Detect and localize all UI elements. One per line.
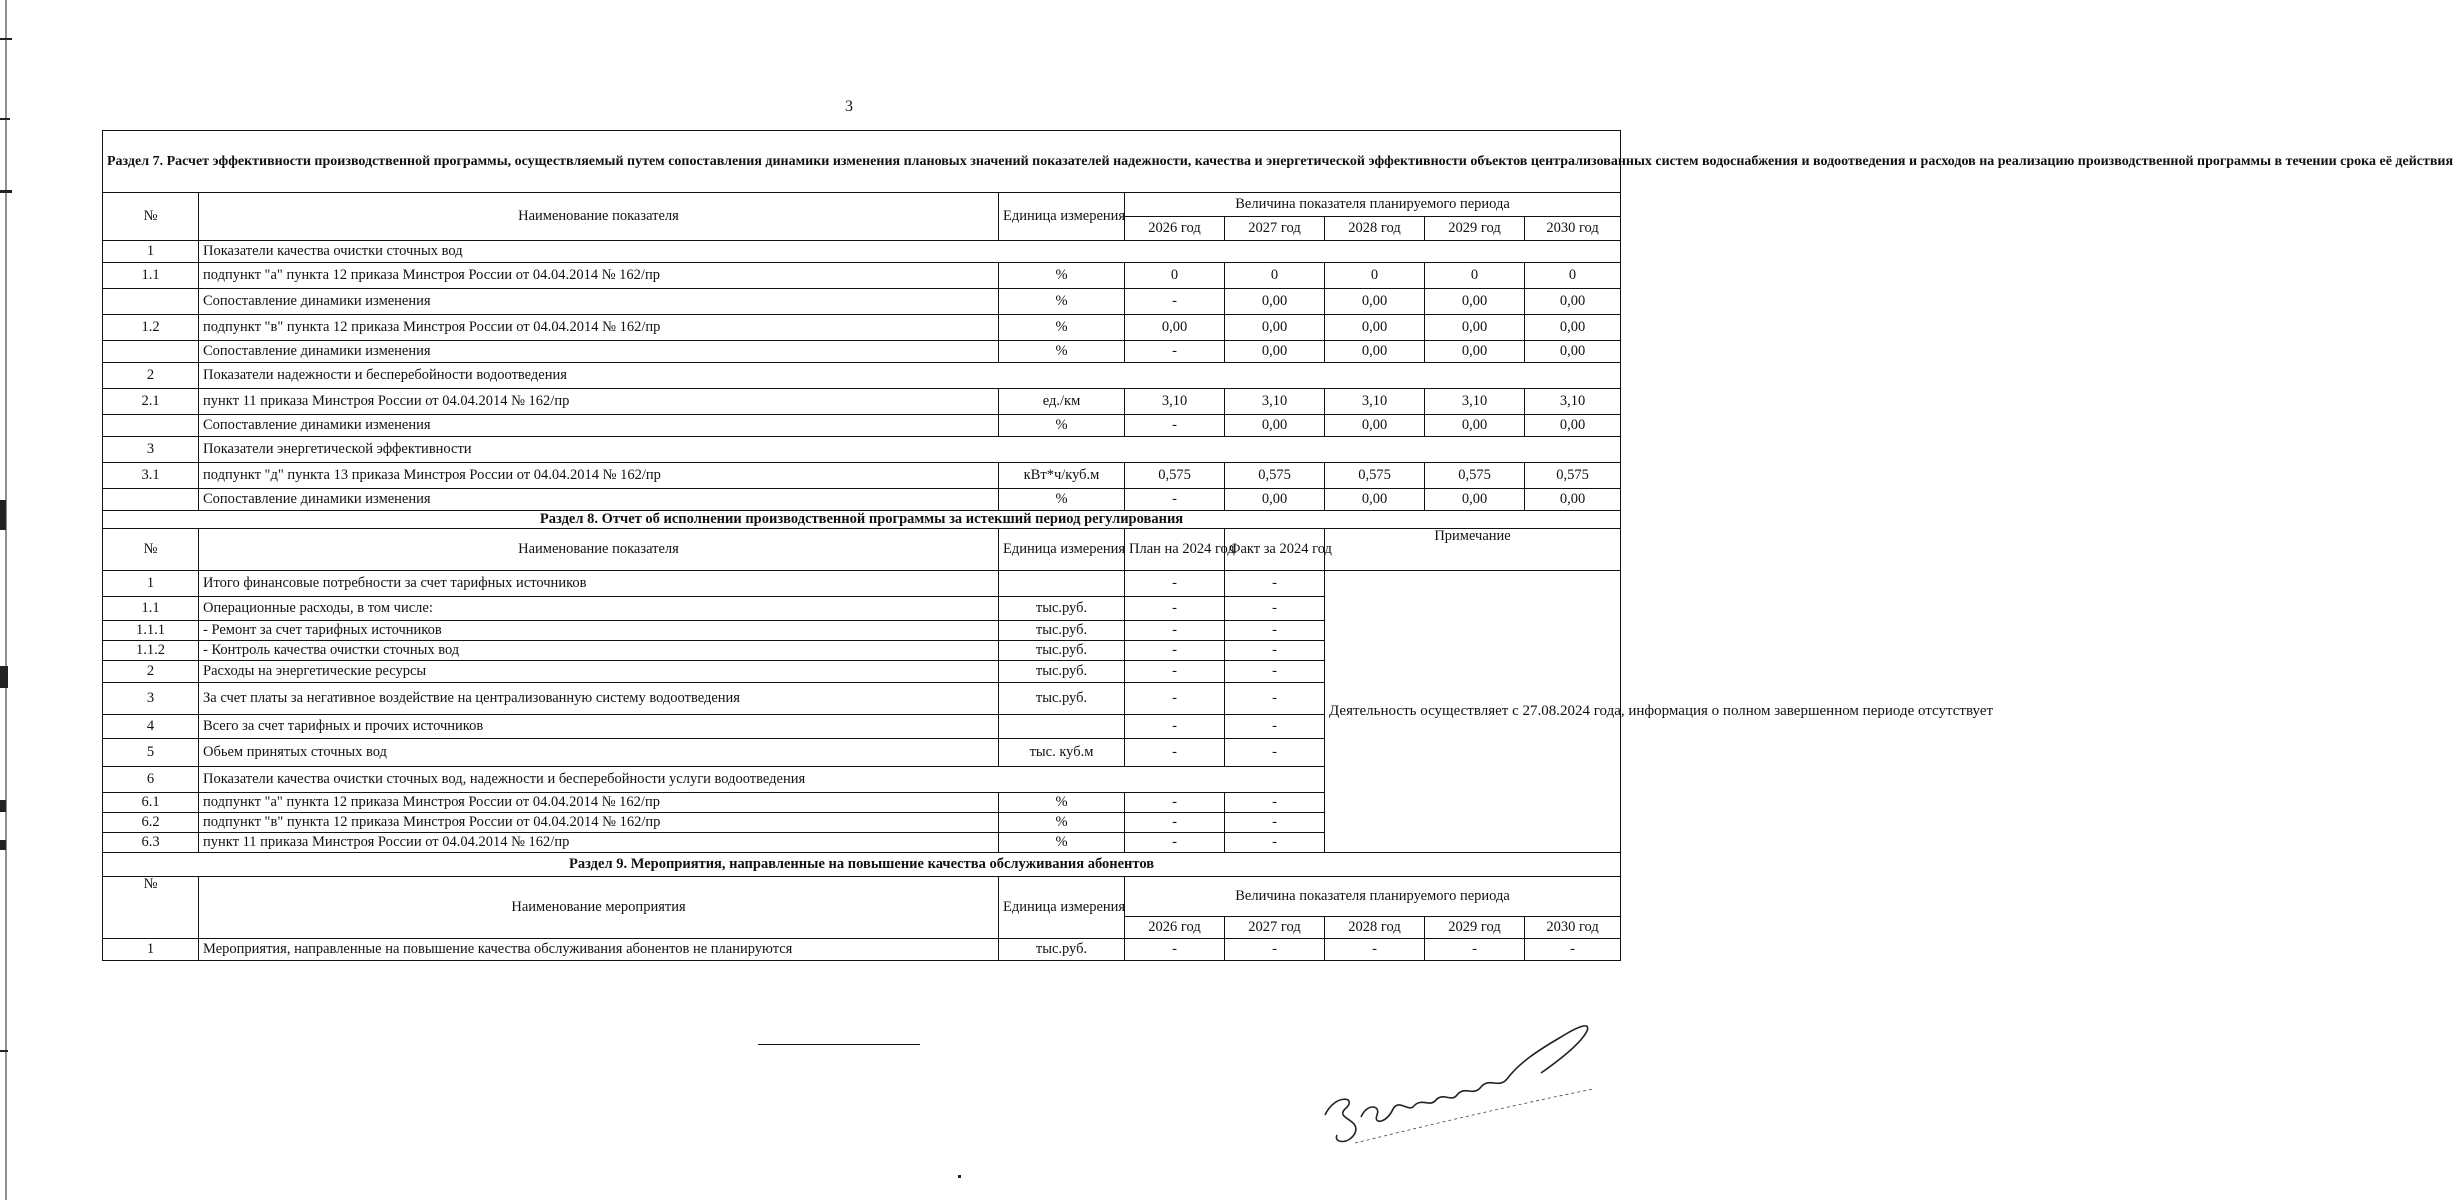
section7-header-row xyxy=(103,193,1621,217)
value-cell: 0,00 xyxy=(1425,415,1525,437)
value-cell: 0,00 xyxy=(1425,489,1525,511)
value-cell: - xyxy=(1125,939,1225,961)
plan-value: - xyxy=(1125,571,1225,597)
fact-value: - xyxy=(1225,621,1325,641)
section7-data-row xyxy=(103,437,1621,463)
value-cell: 0 xyxy=(1125,263,1225,289)
plan-value: - xyxy=(1125,715,1225,739)
year-header: 2026 год xyxy=(1125,217,1225,241)
col-name-header: Наименование показателя xyxy=(199,193,999,241)
row-number: 6.1 xyxy=(103,793,199,813)
value-cell: 0,00 xyxy=(1525,315,1621,341)
fact-value: - xyxy=(1225,715,1325,739)
unit-cell: тыс.руб. xyxy=(999,641,1125,661)
indicator-name: Сопоставление динамики изменения xyxy=(199,489,999,511)
section7-data-row xyxy=(103,241,1621,263)
unit-cell: тыс.руб. xyxy=(999,939,1125,961)
value-cell: - xyxy=(1125,341,1225,363)
value-cell: - xyxy=(1225,939,1325,961)
section7-title-row xyxy=(103,131,1621,193)
value-cell: - xyxy=(1525,939,1621,961)
year-header: 2028 год xyxy=(1325,917,1425,939)
value-cell: 0,00 xyxy=(1225,341,1325,363)
section7-data-row xyxy=(103,489,1621,511)
indicator-name: подпункт "д" пункта 13 приказа Минстроя России от 04.04.2014 № 162/пр xyxy=(199,463,999,489)
unit-cell: тыс. куб.м xyxy=(999,739,1125,767)
year-header: 2027 год xyxy=(1225,217,1325,241)
unit-cell: % xyxy=(999,415,1125,437)
unit-cell: % xyxy=(999,813,1125,833)
unit-cell: % xyxy=(999,341,1125,363)
value-cell: - xyxy=(1125,415,1225,437)
col-fact-header: Факт за 2024 год xyxy=(1225,529,1325,571)
row-number: 3.1 xyxy=(103,463,199,489)
value-cell: 3,10 xyxy=(1125,389,1225,415)
section7-data-row xyxy=(103,289,1621,315)
section8-header-row xyxy=(103,529,1621,571)
section9-data-row xyxy=(103,939,1621,961)
indicator-name: Итого финансовые потребности за счет тарифных источников xyxy=(199,571,999,597)
handwritten-signature xyxy=(1315,1015,1600,1155)
page-number: 3 xyxy=(845,98,853,115)
plan-value: - xyxy=(1125,793,1225,813)
section7-data-row xyxy=(103,315,1621,341)
value-cell: 0,00 xyxy=(1125,315,1225,341)
value-cell: 0,00 xyxy=(1525,489,1621,511)
indicator-name: пункт 11 приказа Минстроя России от 04.04.2014 № 162/пр xyxy=(199,389,999,415)
value-cell: - xyxy=(1125,289,1225,315)
fact-value: - xyxy=(1225,571,1325,597)
value-cell: 0,00 xyxy=(1225,289,1325,315)
unit-cell: тыс.руб. xyxy=(999,597,1125,621)
plan-value: - xyxy=(1125,597,1225,621)
unit-cell: % xyxy=(999,793,1125,813)
section7-data-row xyxy=(103,363,1621,389)
unit-cell: % xyxy=(999,263,1125,289)
col-period-header: Величина показателя планируемого периода xyxy=(1125,877,1621,917)
value-cell: 0,575 xyxy=(1125,463,1225,489)
value-cell: 0 xyxy=(1525,263,1621,289)
section9-header-row xyxy=(103,877,1621,917)
col-name-header: Наименование мероприятия xyxy=(199,877,999,939)
col-unit-header: Единица измерения xyxy=(999,529,1125,571)
col-unit-header: Единица измерения xyxy=(999,877,1125,939)
col-num-header: № xyxy=(103,193,199,241)
indicator-name: подпункт "в" пункта 12 приказа Минстроя России от 04.04.2014 № 162/пр xyxy=(199,315,999,341)
row-number: 3 xyxy=(103,683,199,715)
row-number: 4 xyxy=(103,715,199,739)
indicator-name: Обьем принятых сточных вод xyxy=(199,739,999,767)
row-number: 6.3 xyxy=(103,833,199,853)
indicator-name: Сопоставление динамики изменения xyxy=(199,289,999,315)
row-number: 3 xyxy=(103,437,199,463)
value-cell: 0,00 xyxy=(1325,341,1425,363)
col-unit-header: Единица измерения xyxy=(999,193,1125,241)
value-cell: 3,10 xyxy=(1425,389,1525,415)
value-cell: 0,00 xyxy=(1525,415,1621,437)
unit-cell: тыс.руб. xyxy=(999,661,1125,683)
row-number xyxy=(103,289,199,315)
value-cell: 0,00 xyxy=(1225,315,1325,341)
document-table-body xyxy=(103,131,2453,961)
year-header: 2028 год xyxy=(1325,217,1425,241)
row-number xyxy=(103,489,199,511)
value-cell: 0,00 xyxy=(1525,341,1621,363)
unit-cell: % xyxy=(999,315,1125,341)
row-number: 1.1 xyxy=(103,597,199,621)
value-cell: 0 xyxy=(1425,263,1525,289)
section8-title: Раздел 8. Отчет об исполнении производственной программы за истекший период регулирования xyxy=(103,511,1621,529)
fact-value: - xyxy=(1225,813,1325,833)
value-cell: 0,00 xyxy=(1525,289,1621,315)
unit-cell: ед./км xyxy=(999,389,1125,415)
col-note-header: Примечание xyxy=(1325,529,1621,571)
value-cell: 0,00 xyxy=(1325,315,1425,341)
row-number: 1.2 xyxy=(103,315,199,341)
row-number: 2 xyxy=(103,363,199,389)
col-period-header: Величина показателя планируемого периода xyxy=(1125,193,1621,217)
value-cell: 3,10 xyxy=(1225,389,1325,415)
row-number: 1 xyxy=(103,571,199,597)
indicator-name: подпункт "а" пункта 12 приказа Минстроя России от 04.04.2014 № 162/пр xyxy=(199,263,999,289)
row-number: 1.1.1 xyxy=(103,621,199,641)
plan-value: - xyxy=(1125,641,1225,661)
plan-value: - xyxy=(1125,621,1225,641)
section7-data-row xyxy=(103,415,1621,437)
indicator-name: Расходы на энергетические ресурсы xyxy=(199,661,999,683)
main-document-table xyxy=(102,130,2453,961)
fact-value: - xyxy=(1225,793,1325,813)
value-cell: 0,00 xyxy=(1225,415,1325,437)
year-header: 2029 год xyxy=(1425,917,1525,939)
value-cell: 0,00 xyxy=(1325,289,1425,315)
value-cell: 0,575 xyxy=(1425,463,1525,489)
year-header: 2029 год xyxy=(1425,217,1525,241)
indicator-name: подпункт "в" пункта 12 приказа Минстроя России от 04.04.2014 № 162/пр xyxy=(199,813,999,833)
unit-cell xyxy=(999,571,1125,597)
value-cell: 0,00 xyxy=(1425,289,1525,315)
col-num-header: № xyxy=(103,529,199,571)
unit-cell xyxy=(999,715,1125,739)
row-number xyxy=(103,341,199,363)
unit-cell: тыс.руб. xyxy=(999,683,1125,715)
row-number: 2 xyxy=(103,661,199,683)
indicator-name: Сопоставление динамики изменения xyxy=(199,341,999,363)
value-cell: 0,575 xyxy=(1325,463,1425,489)
row-number: 6 xyxy=(103,767,199,793)
indicator-name: Всего за счет тарифных и прочих источников xyxy=(199,715,999,739)
value-cell: - xyxy=(1425,939,1525,961)
indicator-name: подпункт "а" пункта 12 приказа Минстроя России от 04.04.2014 № 162/пр xyxy=(199,793,999,813)
col-name-header: Наименование показателя xyxy=(199,529,999,571)
section8-data-row xyxy=(103,571,1621,597)
plan-value: - xyxy=(1125,683,1225,715)
row-number: 1.1 xyxy=(103,263,199,289)
fact-value: - xyxy=(1225,597,1325,621)
row-number: 1 xyxy=(103,939,199,961)
indicator-name: пункт 11 приказа Минстроя России от 04.04.2014 № 162/пр xyxy=(199,833,999,853)
measure-name: Мероприятия, направленные на повышение качества обслуживания абонентов не планируются xyxy=(199,939,999,961)
indicator-name: - Контроль качества очистки сточных вод xyxy=(199,641,999,661)
section7-data-row xyxy=(103,341,1621,363)
plan-value: - xyxy=(1125,813,1225,833)
unit-cell: тыс.руб. xyxy=(999,621,1125,641)
unit-cell: кВт*ч/куб.м xyxy=(999,463,1125,489)
unit-cell: % xyxy=(999,489,1125,511)
section9-title: Раздел 9. Мероприятия, направленные на повышение качества обслуживания абонентов xyxy=(103,853,1621,877)
section9-title-row xyxy=(103,853,1621,877)
year-header: 2030 год xyxy=(1525,217,1621,241)
value-cell: 0,00 xyxy=(1325,415,1425,437)
section7-data-row xyxy=(103,463,1621,489)
value-cell: 3,10 xyxy=(1525,389,1621,415)
year-header: 2027 год xyxy=(1225,917,1325,939)
value-cell: 0,00 xyxy=(1225,489,1325,511)
scan-dot xyxy=(958,1175,961,1178)
year-header: 2026 год xyxy=(1125,917,1225,939)
plan-value: - xyxy=(1125,661,1225,683)
section7-data-row xyxy=(103,263,1621,289)
unit-cell: % xyxy=(999,833,1125,853)
fact-value: - xyxy=(1225,641,1325,661)
col-plan-header: План на 2024 год xyxy=(1125,529,1225,571)
row-number: 2.1 xyxy=(103,389,199,415)
section7-data-row xyxy=(103,389,1621,415)
value-cell: 0,575 xyxy=(1225,463,1325,489)
indicator-name: За счет платы за негативное воздействие на централизованную систему водоотведения xyxy=(199,683,999,715)
unit-cell: % xyxy=(999,289,1125,315)
value-cell: 0,00 xyxy=(1425,341,1525,363)
row-number: 1.1.2 xyxy=(103,641,199,661)
fact-value: - xyxy=(1225,833,1325,853)
indicator-name: Операционные расходы, в том числе: xyxy=(199,597,999,621)
row-number: 5 xyxy=(103,739,199,767)
plan-value: - xyxy=(1125,833,1225,853)
fact-value: - xyxy=(1225,739,1325,767)
value-cell: 3,10 xyxy=(1325,389,1425,415)
year-header: 2030 год xyxy=(1525,917,1621,939)
row-number: 1 xyxy=(103,241,199,263)
value-cell: 0,00 xyxy=(1325,489,1425,511)
value-cell: - xyxy=(1125,489,1225,511)
value-cell: 0 xyxy=(1225,263,1325,289)
group-name: Показатели энергетической эффективности xyxy=(199,437,1621,463)
indicator-name: Сопоставление динамики изменения xyxy=(199,415,999,437)
fact-value: - xyxy=(1225,683,1325,715)
row-number: 6.2 xyxy=(103,813,199,833)
value-cell: - xyxy=(1325,939,1425,961)
col-num-header: № xyxy=(103,877,199,939)
section7-title: Раздел 7. Расчет эффективности производственной программы, осуществляемый путем сопоставления динамики изменения плановых значений показателей надежности, качества и энергетической эффективности объектов централизованных систем водоснабжения и водоотведения и расходов на реализацию производственной программы в течении срока её действия xyxy=(103,131,1621,193)
value-cell: 0 xyxy=(1325,263,1425,289)
scan-edge-marks xyxy=(0,0,14,1200)
value-cell: 0,575 xyxy=(1525,463,1621,489)
indicator-name: - Ремонт за счет тарифных источников xyxy=(199,621,999,641)
group-name: Показатели надежности и бесперебойности водоотведения xyxy=(199,363,1621,389)
note-text: Деятельность осуществляет с 27.08.2024 года, информация о полном завершенном периоде отсутствует xyxy=(1325,571,1621,853)
row-number xyxy=(103,415,199,437)
value-cell: 0,00 xyxy=(1425,315,1525,341)
section8-title-row xyxy=(103,511,1621,529)
group-name: Показатели качества очистки сточных вод xyxy=(199,241,1621,263)
plan-value: - xyxy=(1125,739,1225,767)
group-name: Показатели качества очистки сточных вод, надежности и бесперебойности услуги водоотведения xyxy=(199,767,1325,793)
underline-rule xyxy=(758,1044,920,1045)
fact-value: - xyxy=(1225,661,1325,683)
